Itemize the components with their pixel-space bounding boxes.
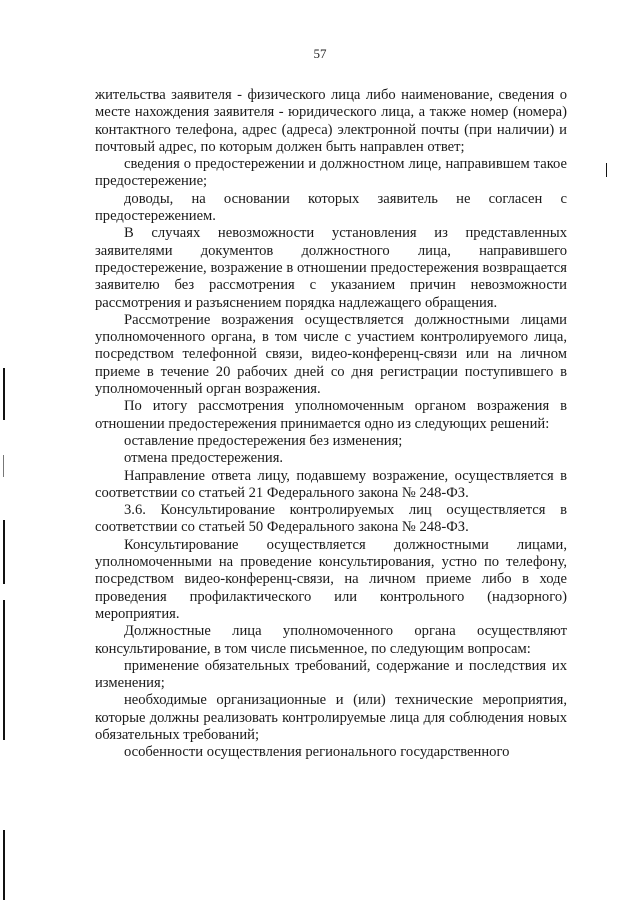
- scan-mark-right: [606, 163, 607, 177]
- paragraph-warning-info: сведения о предостережении и должностном лице, направившем такое предостережение;: [95, 156, 567, 190]
- paragraph-section-3-6: 3.6. Консультирование контролируемых лиц осуществляется в соответствии со статьей 50 Федерального закона № 248-ФЗ.: [95, 502, 567, 536]
- paragraph-decision-intro: По итогу рассмотрения уполномоченным органом возражения в отношении предостережения принимается одно из следующих решений:: [95, 398, 567, 432]
- paragraph-decision-keep: оставление предостережения без изменения;: [124, 432, 403, 449]
- scan-mark-left-3: [3, 520, 5, 584]
- paragraph-applicant-details: жительства заявителя - физического лица либо наименование, сведения о месте нахождения заявителя - юридического лица, а также номер (номера) контактного телефона, адрес (адреса) электронной почты (при наличии) и почтовый адрес, по которым должен быть направлен ответ;: [95, 87, 567, 155]
- paragraph-response: Направление ответа лицу, подавшему возражение, осуществляется в соответствии со статьей 21 Федерального закона № 248-ФЗ.: [95, 467, 567, 501]
- paragraph-arguments: доводы, на основании которых заявитель не согласен с предостережением.: [95, 190, 567, 225]
- paragraph-topic-requirements: применение обязательных требований, содержание и последствия их изменения;: [95, 657, 567, 692]
- paragraph-consulting-topics-intro: Должностные лица уполномоченного органа осуществляют консультирование, в том числе письменное, по следующим вопросам:: [95, 623, 567, 657]
- body-text: [95, 87, 567, 762]
- page-number: 57: [313, 46, 327, 61]
- paragraph-topic-features: особенности осуществления регионального государственного: [124, 744, 510, 761]
- paragraph-return-objection: В случаях невозможности установления из представленных заявителями документов должностного лица, направившего предостережение, возражение в отношении предостережения возвращается заявителю без рассмотрения с указанием причин невозможности рассмотрения и разъяснением порядка надлежащего обращения.: [95, 225, 567, 311]
- scan-mark-left-4: [3, 600, 5, 740]
- scan-mark-left-2: [3, 455, 4, 477]
- scan-mark-left-5: [3, 830, 5, 900]
- paragraph-consulting-methods: Консультирование осуществляется должностными лицами, уполномоченными на проведение консультирования, устно по телефону, посредством видео-конференц-связи, на личном приеме либо в ходе проведения профилактического или контрольного (надзорного) мероприятия.: [95, 536, 567, 622]
- paragraph-topic-measures: необходимые организационные и (или) технические мероприятия, которые должны реализовать контролируемые лица для соблюдения новых обязательных требований;: [95, 692, 567, 743]
- scan-mark-left-1: [3, 368, 5, 420]
- paragraph-decision-cancel: отмена предостережения.: [124, 450, 284, 467]
- paragraph-review-objection: Рассмотрение возражения осуществляется должностными лицами уполномоченного органа, в том числе с участием контролируемого лица, посредством телефонной связи, видео-конференц-связи или на личном приеме в течение 20 рабочих дней со дня регистрации поступившего в уполномоченный орган возражения.: [95, 311, 567, 398]
